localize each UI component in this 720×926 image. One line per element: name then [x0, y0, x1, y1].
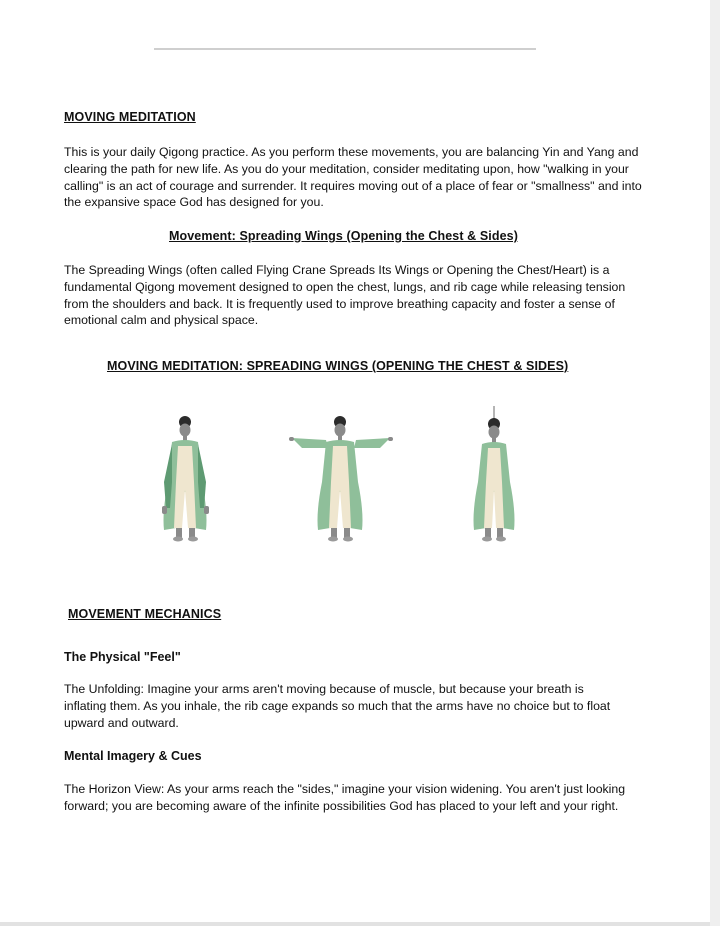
movement-heading: Movement: Spreading Wings (Opening the Chest & Sides)	[169, 229, 518, 243]
horizontal-rule	[154, 48, 536, 50]
movement-mechanics-heading: MOVEMENT MECHANICS	[68, 607, 222, 621]
figure-heading: MOVING MEDITATION: SPREADING WINGS (OPENING THE CHEST & SIDES)	[107, 359, 569, 373]
figure-arms-down	[150, 412, 222, 544]
figure-arms-spread	[288, 412, 394, 544]
movement-paragraph: The Spreading Wings (often called Flying Crane Spreads Its Wings or Opening the Chest/Heart) is a fundamental Qigong movement designed to open the chest, lungs, and rib cage while releasing tension from the shoulders and back. It is frequently used to improve breathing capacity and foster a sense of emotional calm and physical space.	[64, 263, 626, 328]
page-bottom-edge	[0, 922, 710, 926]
figure-arms-up	[462, 406, 526, 544]
mental-imagery-heading: Mental Imagery & Cues	[64, 749, 202, 763]
intro-paragraph: This is your daily Qigong practice. As you perform these movements, you are balancing Yin and Yang and clearing the path for new life. As you do your meditation, consider meditating upon, how "walking in your calling" is an act of courage and surrender. It requires moving out of a place of fear or "smallness" and into the expansive space God has designed for you.	[64, 145, 642, 210]
mental-imagery-paragraph: The Horizon View: As your arms reach the "sides," imagine your vision widening. You aren't just looking forward; you are becoming aware of the infinite possibilities God has placed to your left and your right.	[64, 782, 626, 813]
physical-feel-paragraph: The Unfolding: Imagine your arms aren't moving because of muscle, but because your breath is inflating them. As you inhale, the rib cage expands so much that the arms have no choice but to float upward and outward.	[64, 682, 611, 730]
moving-meditation-heading: MOVING MEDITATION	[64, 110, 196, 124]
scrollbar[interactable]	[710, 0, 720, 926]
physical-feel-heading: The Physical "Feel"	[64, 650, 181, 664]
